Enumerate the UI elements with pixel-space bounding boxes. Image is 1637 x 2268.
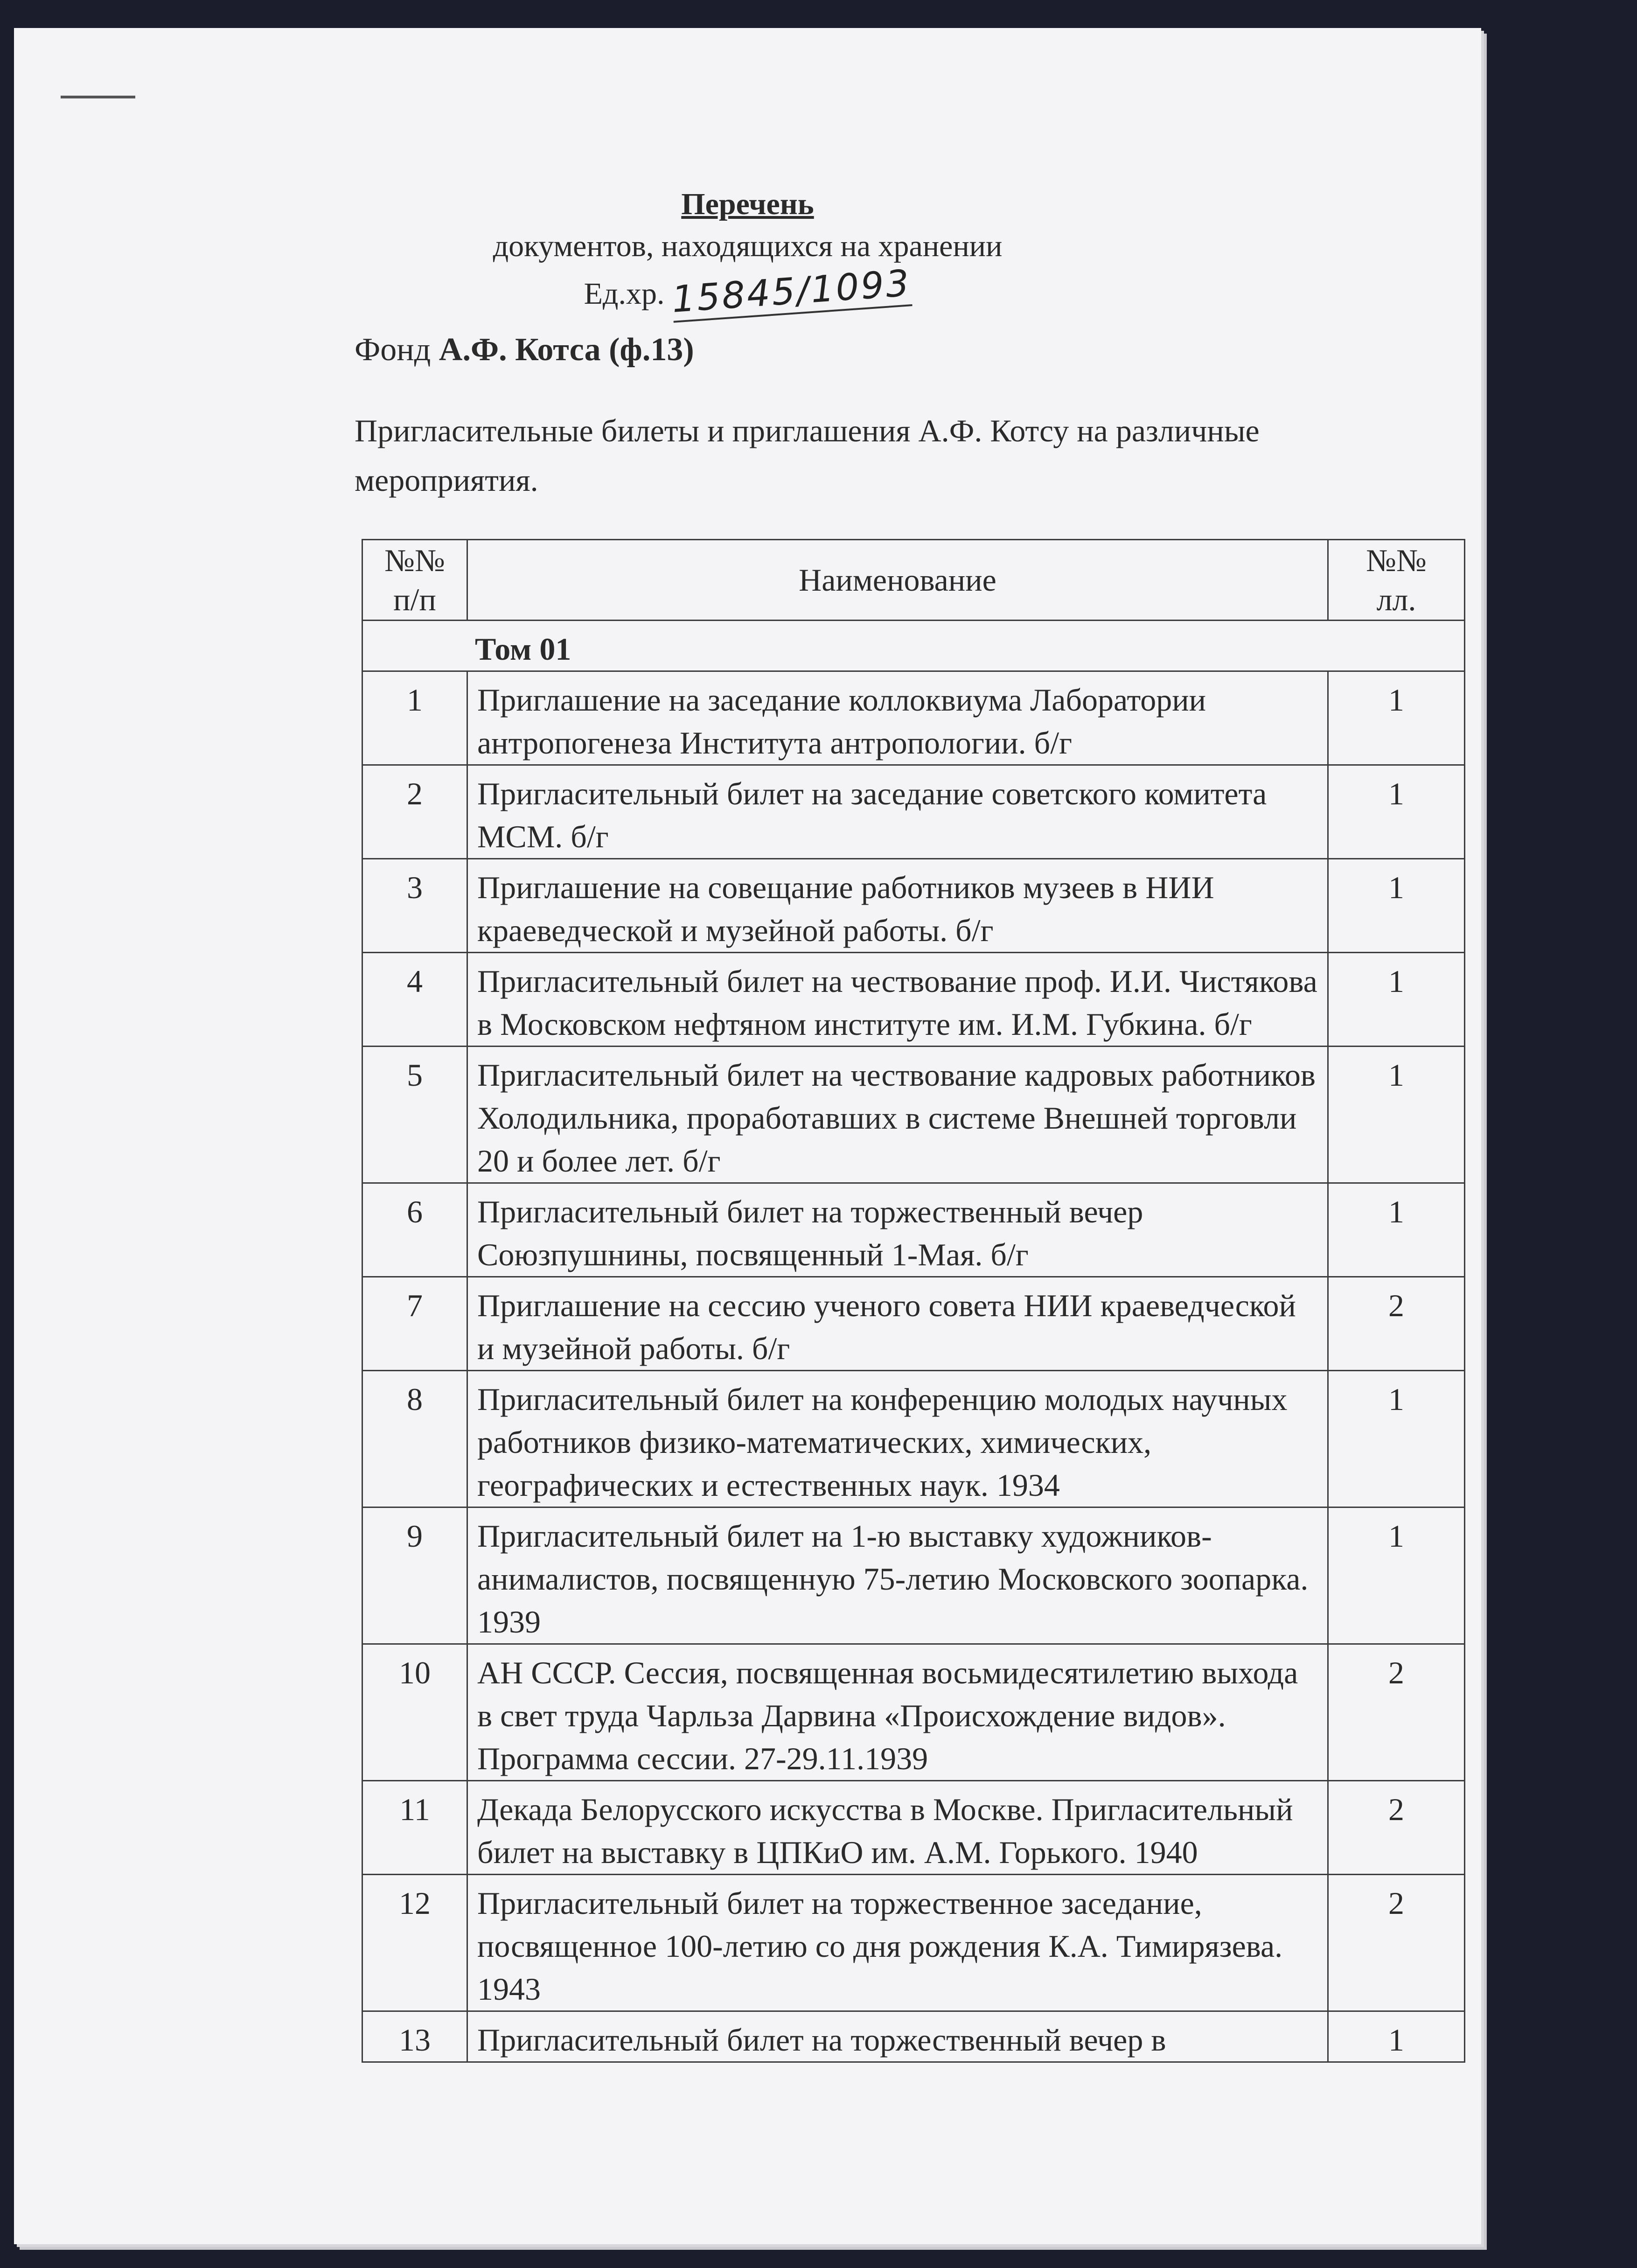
row-sheets: 2 <box>1328 1644 1465 1781</box>
row-sheets: 1 <box>1328 1371 1465 1507</box>
row-sheets: 1 <box>1328 2011 1465 2062</box>
row-title: Приглашение на совещание работников музеев в НИИ краеведческой и музейной работы. б/г <box>467 859 1328 953</box>
row-number: 7 <box>362 1277 467 1371</box>
table-row <box>362 1875 1465 2011</box>
table-row <box>362 1781 1465 1875</box>
table-row <box>362 1371 1465 1507</box>
row-number: 9 <box>362 1507 467 1644</box>
row-title: Пригласительный билет на конференцию молодых научных работников физико-математических, химических, географических и естественных наук. 1934 <box>467 1371 1328 1507</box>
table-row <box>362 859 1465 953</box>
document-subtitle: документов, находящихся на хранении <box>493 229 1003 263</box>
row-title: Приглашение на сессию ученого совета НИИ краеведческой и музейной работы. б/г <box>467 1277 1328 1371</box>
row-sheets: 2 <box>1328 1277 1465 1371</box>
table-row <box>362 765 1465 859</box>
inventory-table <box>362 539 1465 2063</box>
row-number: 12 <box>362 1875 467 2011</box>
collection-description: Пригласительные билеты и приглашения А.Ф. Котсу на различные мероприятия. <box>355 413 1260 498</box>
row-sheets: 1 <box>1328 671 1465 765</box>
storage-unit-label: Ед.хр. <box>584 277 665 311</box>
row-title: Пригласительный билет на чествование кадровых работников Холодильника, проработавших в системе Внешней торговли 20 и более лет. б/г <box>467 1047 1328 1183</box>
row-number: 6 <box>362 1183 467 1277</box>
table-header-row <box>362 540 1465 621</box>
row-title: Приглашение на заседание коллоквиума Лаборатории антропогенеза Института антропологии. б/г <box>467 671 1328 765</box>
row-title: Пригласительный билет на торжественное заседание, посвященное 100-летию со дня рождения К.А. Тимирязева. 1943 <box>467 1875 1328 2011</box>
row-title: Декада Белорусского искусства в Москве. Пригласительный билет на выставку в ЦПКиО им. А.М. Горького. 1940 <box>467 1781 1328 1875</box>
row-number: 10 <box>362 1644 467 1781</box>
row-number: 11 <box>362 1781 467 1875</box>
row-sheets: 1 <box>1328 953 1465 1047</box>
row-number: 3 <box>362 859 467 953</box>
table-row <box>362 671 1465 765</box>
row-title: Пригласительный билет на торжественный вечер в <box>467 2011 1328 2062</box>
row-sheets: 1 <box>1328 765 1465 859</box>
corner-mark <box>61 96 135 98</box>
table-row <box>362 1507 1465 1644</box>
table-row <box>362 1277 1465 1371</box>
row-title: Пригласительный билет на 1-ю выставку художников-анималистов, посвященную 75-летию Московского зоопарка. 1939 <box>467 1507 1328 1644</box>
row-number: 1 <box>362 671 467 765</box>
storage-unit-handwritten-number: 15845/1093 <box>671 262 913 323</box>
header-name: Наименование <box>467 540 1328 621</box>
row-title: Пригласительный билет на чествование проф. И.И. Чистякова в Московском нефтяном институте им. И.М. Губкина. б/г <box>467 953 1328 1047</box>
row-sheets: 1 <box>1328 859 1465 953</box>
storage-unit-line <box>14 262 1481 321</box>
row-sheets: 1 <box>1328 1047 1465 1183</box>
header-sheet-numbers: №№ лл. <box>1328 540 1465 621</box>
row-sheets: 2 <box>1328 1875 1465 2011</box>
document-title: Перечень <box>681 187 814 221</box>
fund-prefix: Фонд <box>355 332 439 368</box>
row-number: 13 <box>362 2011 467 2062</box>
row-number: 4 <box>362 953 467 1047</box>
fund-line <box>355 331 694 369</box>
table-row <box>362 1183 1465 1277</box>
row-sheets: 1 <box>1328 1507 1465 1644</box>
document-page <box>14 28 1481 2244</box>
header-item-number: №№ п/п <box>362 540 467 621</box>
table-row <box>362 1644 1465 1781</box>
table-row <box>362 1047 1465 1183</box>
row-title: Пригласительный билет на торжественный вечер Союзпушнины, посвященный 1-Мая. б/г <box>467 1183 1328 1277</box>
table-row <box>362 2011 1465 2062</box>
row-sheets: 2 <box>1328 1781 1465 1875</box>
row-title: Пригласительный билет на заседание советского комитета МСМ. б/г <box>467 765 1328 859</box>
row-title: АН СССР. Сессия, посвященная восьмидесятилетию выхода в свет труда Чарльза Дарвина «Происхождение видов». Программа сессии. 27-29.11.1939 <box>467 1644 1328 1781</box>
row-number: 5 <box>362 1047 467 1183</box>
fund-name: А.Ф. Котса (ф.13) <box>439 332 694 368</box>
row-number: 8 <box>362 1371 467 1507</box>
table-row <box>362 953 1465 1047</box>
row-sheets: 1 <box>1328 1183 1465 1277</box>
volume-row <box>362 621 1465 671</box>
row-number: 2 <box>362 765 467 859</box>
volume-label: Том 01 <box>362 621 1465 671</box>
